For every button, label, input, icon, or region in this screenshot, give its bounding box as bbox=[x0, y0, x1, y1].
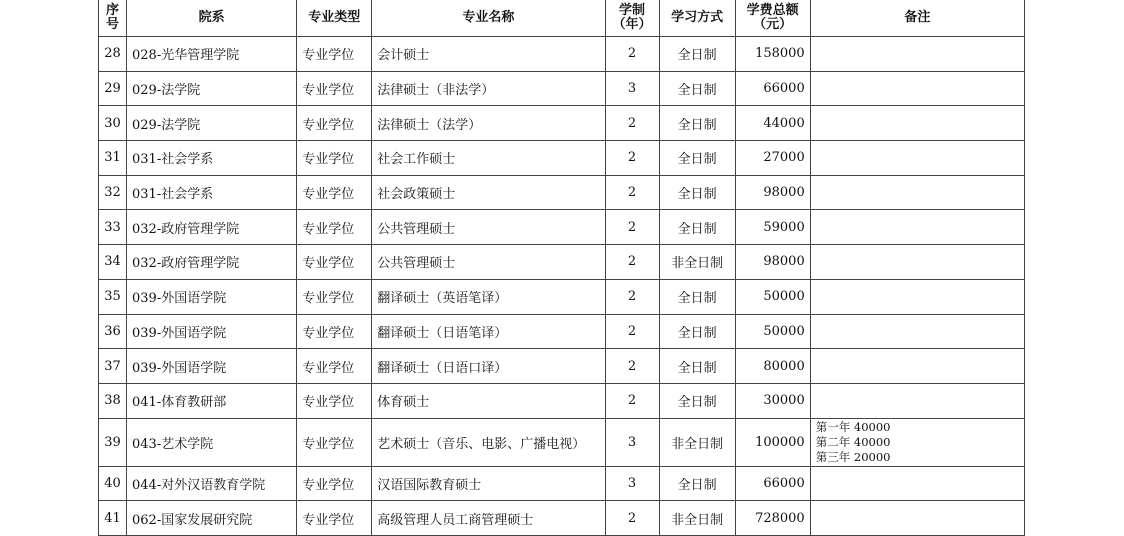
duration-cell: 2 bbox=[605, 349, 659, 384]
table-row bbox=[99, 383, 1025, 418]
study-mode-cell: 非全日制 bbox=[659, 418, 735, 466]
table-row bbox=[99, 245, 1025, 280]
degree-type-cell: 专业学位 bbox=[297, 279, 372, 314]
department-cell: 062-国家发展研究院 bbox=[127, 501, 297, 536]
row-number: 30 bbox=[99, 106, 127, 141]
remarks-cell bbox=[810, 279, 1024, 314]
major-name-cell: 高级管理人员工商管理硕士 bbox=[372, 501, 605, 536]
duration-cell: 2 bbox=[605, 245, 659, 280]
remarks-cell bbox=[810, 37, 1024, 72]
degree-type-cell: 专业学位 bbox=[297, 71, 372, 106]
tuition-table bbox=[98, 0, 1025, 536]
tuition-total-cell: 66000 bbox=[735, 71, 810, 106]
row-number: 34 bbox=[99, 245, 127, 280]
degree-type-cell: 专业学位 bbox=[297, 37, 372, 72]
header-mode: 学习方式 bbox=[659, 0, 735, 37]
major-name-cell: 公共管理硕士 bbox=[372, 210, 605, 245]
duration-cell: 2 bbox=[605, 210, 659, 245]
table-row bbox=[99, 37, 1025, 72]
degree-type-cell: 专业学位 bbox=[297, 106, 372, 141]
department-cell: 032-政府管理学院 bbox=[127, 210, 297, 245]
header-dept: 院系 bbox=[127, 0, 297, 37]
degree-type-cell: 专业学位 bbox=[297, 210, 372, 245]
table-row bbox=[99, 501, 1025, 536]
tuition-total-cell: 100000 bbox=[735, 418, 810, 466]
department-cell: 039-外国语学院 bbox=[127, 349, 297, 384]
study-mode-cell: 全日制 bbox=[659, 466, 735, 501]
header-no: 序号 bbox=[99, 0, 127, 37]
duration-cell: 2 bbox=[605, 106, 659, 141]
row-number: 32 bbox=[99, 175, 127, 210]
study-mode-cell: 全日制 bbox=[659, 37, 735, 72]
row-number: 37 bbox=[99, 349, 127, 384]
major-name-cell: 公共管理硕士 bbox=[372, 245, 605, 280]
duration-cell: 2 bbox=[605, 141, 659, 176]
study-mode-cell: 全日制 bbox=[659, 314, 735, 349]
row-number: 38 bbox=[99, 383, 127, 418]
duration-cell: 3 bbox=[605, 418, 659, 466]
row-number: 40 bbox=[99, 466, 127, 501]
major-name-cell: 翻译硕士（日语笔译） bbox=[372, 314, 605, 349]
major-name-cell: 翻译硕士（日语口译） bbox=[372, 349, 605, 384]
remarks-cell bbox=[810, 175, 1024, 210]
department-cell: 032-政府管理学院 bbox=[127, 245, 297, 280]
tuition-total-cell: 66000 bbox=[735, 466, 810, 501]
remark-line: 第二年 40000 bbox=[815, 434, 891, 449]
study-mode-cell: 非全日制 bbox=[659, 501, 735, 536]
tuition-total-cell: 98000 bbox=[735, 175, 810, 210]
degree-type-cell: 专业学位 bbox=[297, 418, 372, 466]
major-name-cell: 会计硕士 bbox=[372, 37, 605, 72]
row-number: 39 bbox=[99, 418, 127, 466]
tuition-total-cell: 158000 bbox=[735, 37, 810, 72]
remark-line: 第一年 40000 bbox=[815, 419, 891, 434]
tuition-total-cell: 27000 bbox=[735, 141, 810, 176]
study-mode-cell: 全日制 bbox=[659, 349, 735, 384]
row-number: 29 bbox=[99, 71, 127, 106]
duration-cell: 2 bbox=[605, 279, 659, 314]
major-name-cell: 汉语国际教育硕士 bbox=[372, 466, 605, 501]
degree-type-cell: 专业学位 bbox=[297, 501, 372, 536]
header-note: 备注 bbox=[810, 0, 1024, 37]
table-row bbox=[99, 106, 1025, 141]
study-mode-cell: 全日制 bbox=[659, 279, 735, 314]
table-header bbox=[99, 0, 1025, 37]
major-name-cell: 社会工作硕士 bbox=[372, 141, 605, 176]
department-cell: 039-外国语学院 bbox=[127, 314, 297, 349]
degree-type-cell: 专业学位 bbox=[297, 175, 372, 210]
row-number: 36 bbox=[99, 314, 127, 349]
remarks-cell bbox=[810, 141, 1024, 176]
row-number: 41 bbox=[99, 501, 127, 536]
table-row bbox=[99, 175, 1025, 210]
department-cell: 039-外国语学院 bbox=[127, 279, 297, 314]
degree-type-cell: 专业学位 bbox=[297, 383, 372, 418]
table-row bbox=[99, 349, 1025, 384]
table-row bbox=[99, 466, 1025, 501]
table-row bbox=[99, 279, 1025, 314]
study-mode-cell: 全日制 bbox=[659, 106, 735, 141]
major-name-cell: 社会政策硕士 bbox=[372, 175, 605, 210]
major-name-cell: 艺术硕士（音乐、电影、广播电视） bbox=[372, 418, 605, 466]
study-mode-cell: 全日制 bbox=[659, 141, 735, 176]
department-cell: 044-对外汉语教育学院 bbox=[127, 466, 297, 501]
department-cell: 028-光华管理学院 bbox=[127, 37, 297, 72]
tuition-total-cell: 59000 bbox=[735, 210, 810, 245]
study-mode-cell: 全日制 bbox=[659, 210, 735, 245]
tuition-total-cell: 98000 bbox=[735, 245, 810, 280]
remarks-cell bbox=[810, 383, 1024, 418]
duration-cell: 2 bbox=[605, 314, 659, 349]
department-cell: 041-体育教研部 bbox=[127, 383, 297, 418]
duration-cell: 3 bbox=[605, 466, 659, 501]
tuition-total-cell: 728000 bbox=[735, 501, 810, 536]
tuition-total-cell: 50000 bbox=[735, 314, 810, 349]
remarks-cell bbox=[810, 501, 1024, 536]
study-mode-cell: 全日制 bbox=[659, 71, 735, 106]
degree-type-cell: 专业学位 bbox=[297, 245, 372, 280]
department-cell: 031-社会学系 bbox=[127, 141, 297, 176]
major-name-cell: 体育硕士 bbox=[372, 383, 605, 418]
duration-cell: 2 bbox=[605, 37, 659, 72]
header-fee: 学费总额（元） bbox=[735, 0, 810, 37]
header-row bbox=[99, 0, 1025, 37]
remarks-cell bbox=[810, 71, 1024, 106]
major-name-cell: 翻译硕士（英语笔译） bbox=[372, 279, 605, 314]
table-row bbox=[99, 418, 1025, 466]
department-cell: 029-法学院 bbox=[127, 106, 297, 141]
remark-line: 第三年 20000 bbox=[815, 449, 891, 464]
department-cell: 031-社会学系 bbox=[127, 175, 297, 210]
degree-type-cell: 专业学位 bbox=[297, 141, 372, 176]
row-number: 28 bbox=[99, 37, 127, 72]
remarks-cell bbox=[810, 106, 1024, 141]
row-number: 33 bbox=[99, 210, 127, 245]
remarks-cell bbox=[810, 349, 1024, 384]
major-name-cell: 法律硕士（法学） bbox=[372, 106, 605, 141]
header-type: 专业类型 bbox=[297, 0, 372, 37]
degree-type-cell: 专业学位 bbox=[297, 349, 372, 384]
duration-cell: 2 bbox=[605, 383, 659, 418]
row-number: 35 bbox=[99, 279, 127, 314]
table-row bbox=[99, 141, 1025, 176]
study-mode-cell: 非全日制 bbox=[659, 245, 735, 280]
header-years: 学制（年） bbox=[605, 0, 659, 37]
tuition-total-cell: 44000 bbox=[735, 106, 810, 141]
department-cell: 043-艺术学院 bbox=[127, 418, 297, 466]
degree-type-cell: 专业学位 bbox=[297, 314, 372, 349]
table-row bbox=[99, 210, 1025, 245]
duration-cell: 2 bbox=[605, 501, 659, 536]
tuition-total-cell: 80000 bbox=[735, 349, 810, 384]
table-body bbox=[99, 37, 1025, 536]
study-mode-cell: 全日制 bbox=[659, 383, 735, 418]
duration-cell: 3 bbox=[605, 71, 659, 106]
study-mode-cell: 全日制 bbox=[659, 175, 735, 210]
header-major: 专业名称 bbox=[372, 0, 605, 37]
row-number: 31 bbox=[99, 141, 127, 176]
table-row bbox=[99, 314, 1025, 349]
remarks-cell bbox=[810, 466, 1024, 501]
remarks-cell bbox=[810, 314, 1024, 349]
department-cell: 029-法学院 bbox=[127, 71, 297, 106]
tuition-total-cell: 50000 bbox=[735, 279, 810, 314]
remarks-cell bbox=[810, 210, 1024, 245]
degree-type-cell: 专业学位 bbox=[297, 466, 372, 501]
remarks-cell bbox=[810, 245, 1024, 280]
tuition-total-cell: 30000 bbox=[735, 383, 810, 418]
remarks-cell bbox=[810, 418, 1024, 466]
major-name-cell: 法律硕士（非法学） bbox=[372, 71, 605, 106]
table-row bbox=[99, 71, 1025, 106]
duration-cell: 2 bbox=[605, 175, 659, 210]
